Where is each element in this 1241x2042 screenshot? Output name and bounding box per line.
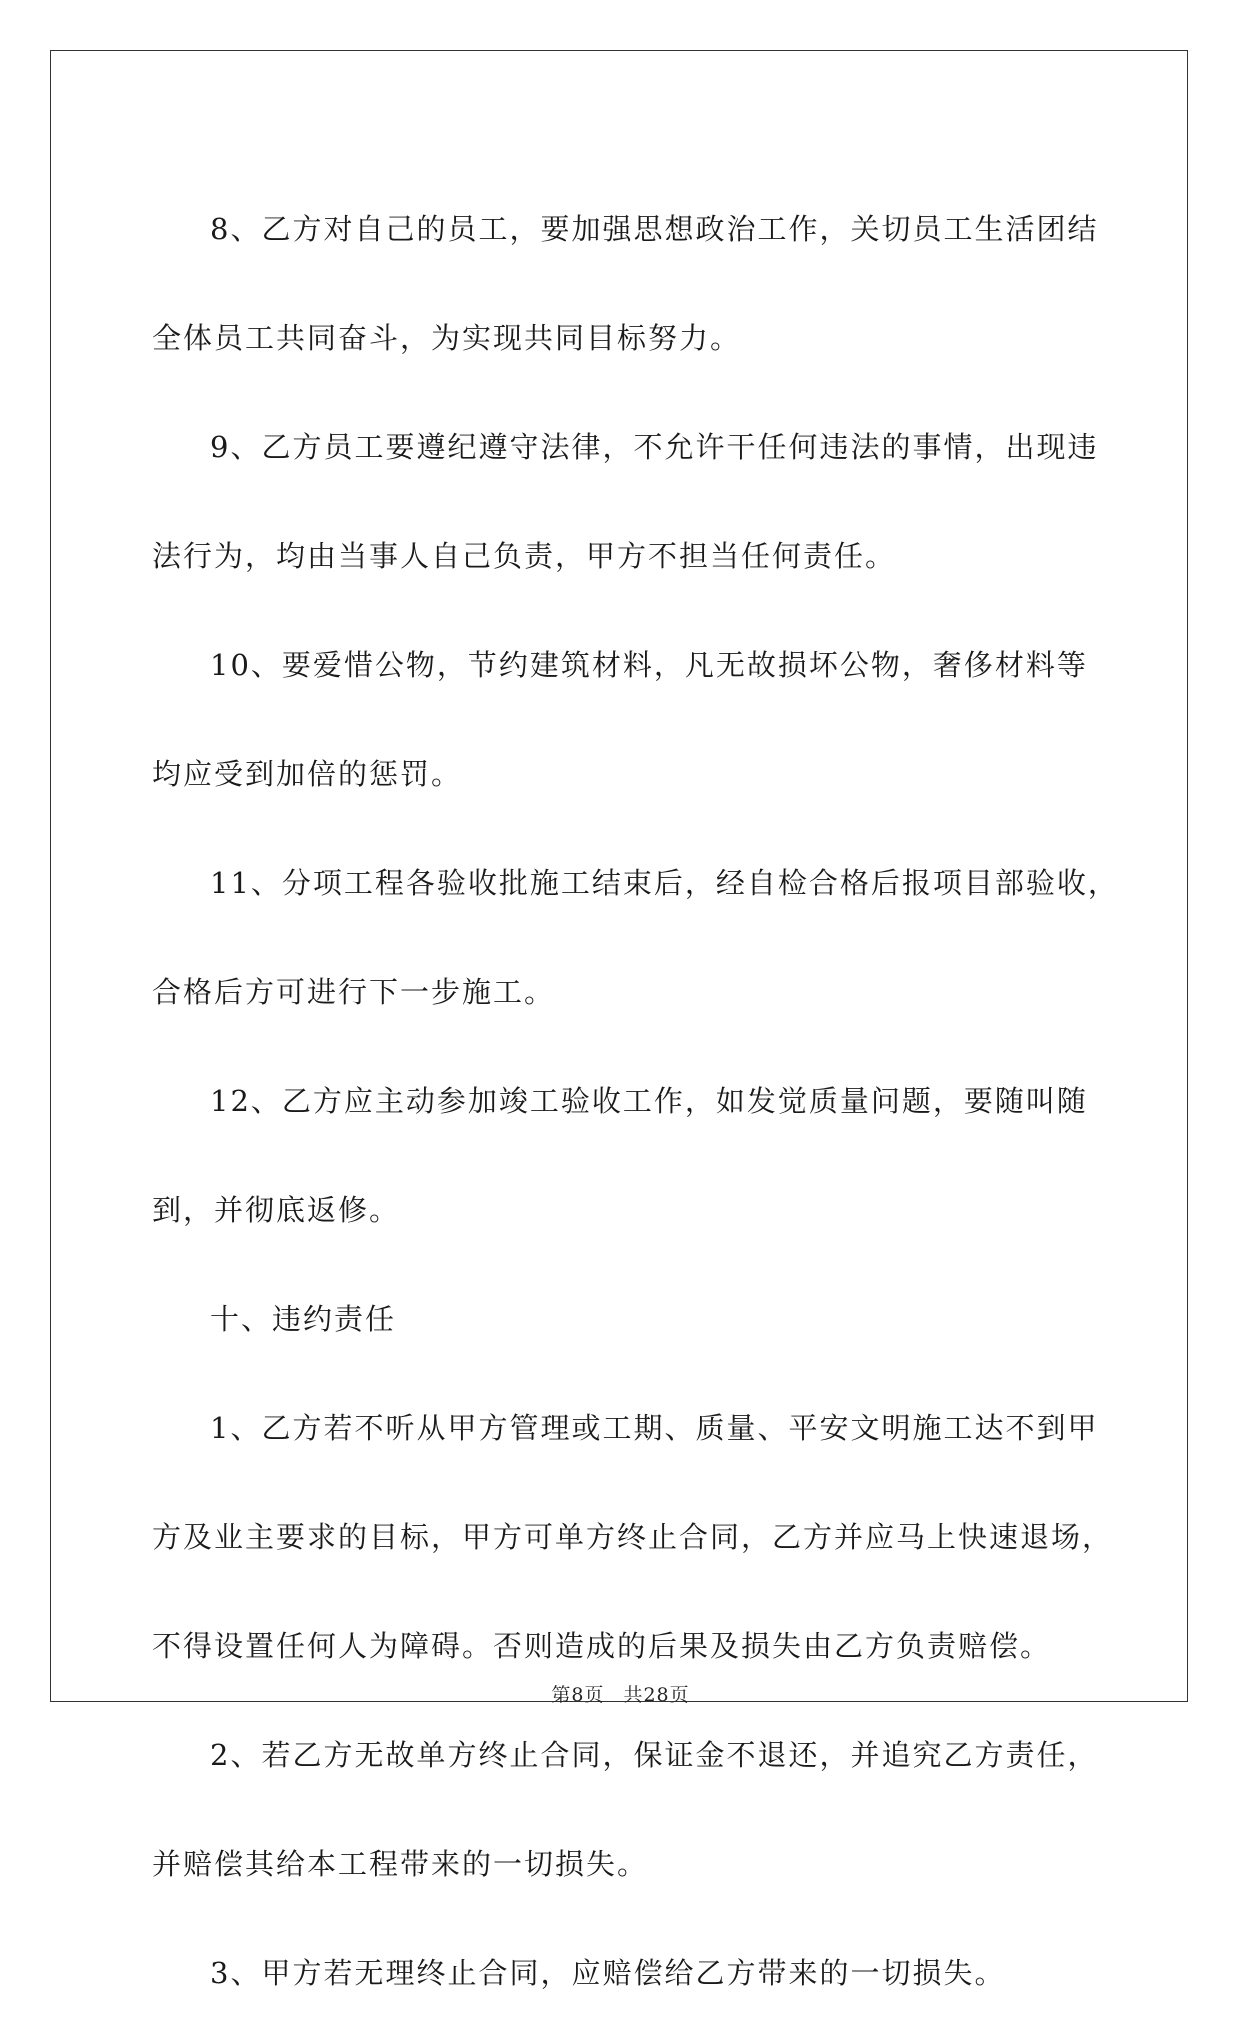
breach-clause-1-line-1: 1、乙方若不听从甲方管理或工期、质量、平安文明施工达不到甲 — [210, 1411, 1099, 1445]
clause-12-line-2: 到，并彻底返修。 — [152, 1193, 401, 1227]
breach-clause-1-line-3: 不得设置任何人为障碍。否则造成的后果及损失由乙方负责赔偿。 — [152, 1629, 1052, 1663]
breach-clause-2-line-1: 2、若乙方无故单方终止合同，保证金不退还，并追究乙方责任， — [210, 1738, 1099, 1772]
clause-10-line-1: 10、要爱惜公物，节约建筑材料，凡无故损坏公物，奢侈材料等 — [210, 648, 1088, 682]
clause-11-line-1: 11、分项工程各验收批施工结束后，经自检合格后报项目部验收， — [210, 866, 1119, 900]
clause-8-line-2: 全体员工共同奋斗，为实现共同目标努力。 — [152, 321, 742, 355]
total-page-count: 共28页 — [623, 1684, 690, 1706]
current-page-number: 第8页 — [551, 1684, 605, 1706]
clause-8-line-1: 8、乙方对自己的员工，要加强思想政治工作，关切员工生活团结 — [210, 212, 1099, 246]
breach-clause-3-line-1: 3、甲方若无理终止合同，应赔偿给乙方带来的一切损失。 — [210, 1956, 1006, 1990]
breach-clause-1-line-2: 方及业主要求的目标，甲方可单方终止合同，乙方并应马上快速退场， — [152, 1520, 1114, 1554]
clause-12-line-1: 12、乙方应主动参加竣工验收工作，如发觉质量问题，要随叫随 — [210, 1084, 1088, 1118]
page-footer — [0, 1680, 1241, 1707]
clause-11-line-2: 合格后方可进行下一步施工。 — [152, 975, 556, 1009]
clause-9-line-1: 9、乙方员工要遵纪遵守法律，不允许干任何违法的事情，出现违 — [210, 430, 1099, 464]
section-heading-breach-liability: 十、违约责任 — [210, 1302, 397, 1336]
clause-9-line-2: 法行为，均由当事人自己负责，甲方不担当任何责任。 — [152, 539, 897, 573]
breach-clause-2-line-2: 并赔偿其给本工程带来的一切损失。 — [152, 1847, 649, 1881]
clause-10-line-2: 均应受到加倍的惩罚。 — [152, 757, 463, 791]
document-body — [152, 160, 1119, 2042]
